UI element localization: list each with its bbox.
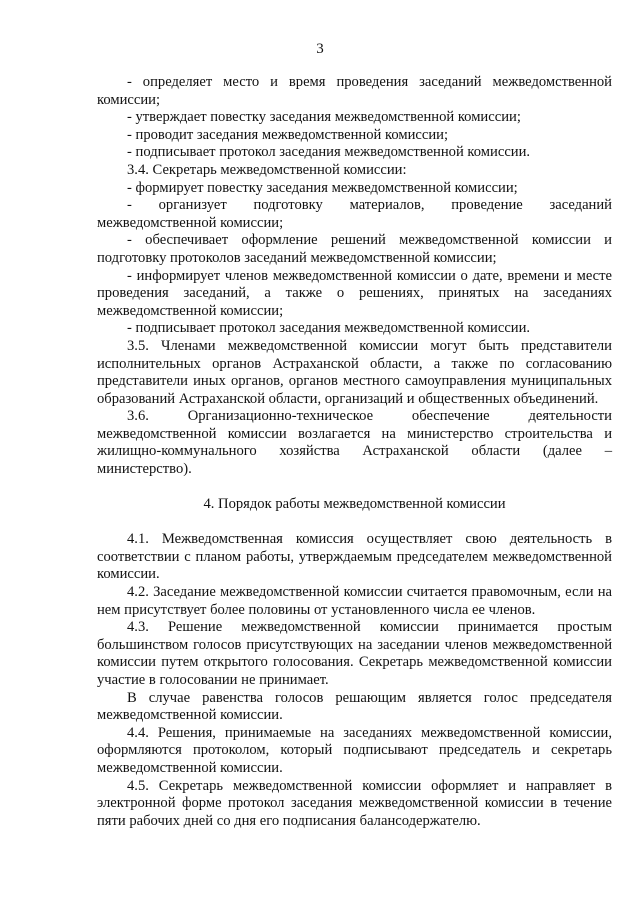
list-item: - утверждает повестку заседания межведомственной комиссии; (127, 109, 521, 126)
list-item: - определяет место и время проведения заседаний межведомственной комиссии; (97, 74, 612, 108)
list-item: - организует подготовку материалов, проведение заседаний межведомственной комиссии; (97, 197, 612, 231)
paragraph: 4.5. Секретарь межведомственной комиссии оформляет и направляет в электронной форме протокол заседания межведомственной комиссии в течение пяти рабочих дней со дня его подписания балансодержателю. (97, 777, 612, 829)
list-item: - подписывает протокол заседания межведомственной комиссии. (127, 320, 531, 337)
paragraph: 4.2. Заседание межведомственной комиссии считается правомочным, если на нем присутствует более половины от установленного числа ее членов. (97, 584, 612, 618)
paragraph: 4.1. Межведомственная комиссия осуществляет свою деятельность в соответствии с планом работы, утверждаемым председателем межведомственной комиссии. (97, 531, 612, 583)
paragraph: 4.3. Решение межведомственной комиссии принимается простым большинством голосов присутствующих на заседании членов межведомственной комиссии путем открытого голосования. Секретарь межведомственной комиссии участие в голосовании не принимает. (97, 619, 612, 688)
paragraph: 3.5. Членами межведомственной комиссии могут быть представители исполнительных органов Астраханской области, а также по согласованию представители иных органов, органов местного самоуправления муниципальных образований Астраханской области, организаций и общественных объединений. (97, 337, 612, 407)
list-item: - проводит заседания межведомственной комиссии; (127, 126, 449, 143)
list-item: - подписывает протокол заседания межведомственной комиссии. (127, 144, 531, 161)
page-number: 3 (316, 41, 324, 57)
list-item: - информирует членов межведомственной комиссии о дате, времени и месте проведения заседаний, а также о решениях, принятых на заседаниях межведомственной комиссии; (97, 267, 612, 319)
paragraph: 3.6. Организационно-техническое обеспечение деятельности межведомственной комиссии возлагается на министерство строительства и жилищно-коммунального хозяйства Астраханской области (далее – министерство). (97, 408, 612, 478)
list-item: - формирует повестку заседания межведомственной комиссии; (127, 179, 518, 196)
paragraph: 4.4. Решения, принимаемые на заседаниях межведомственной комиссии, оформляются протоколом, который подписывают председатель и секретарь межведомственной комиссии. (97, 724, 612, 776)
section-heading: 4. Порядок работы межведомственной комиссии (203, 495, 506, 512)
paragraph: 3.4. Секретарь межведомственной комиссии: (127, 161, 407, 178)
list-item: - обеспечивает оформление решений межведомственной комиссии и подготовку протоколов заседаний межведомственной комиссии; (97, 232, 612, 266)
document-body (97, 74, 612, 830)
paragraph: В случае равенства голосов решающим является голос председателя межведомственной комиссии. (97, 689, 612, 724)
